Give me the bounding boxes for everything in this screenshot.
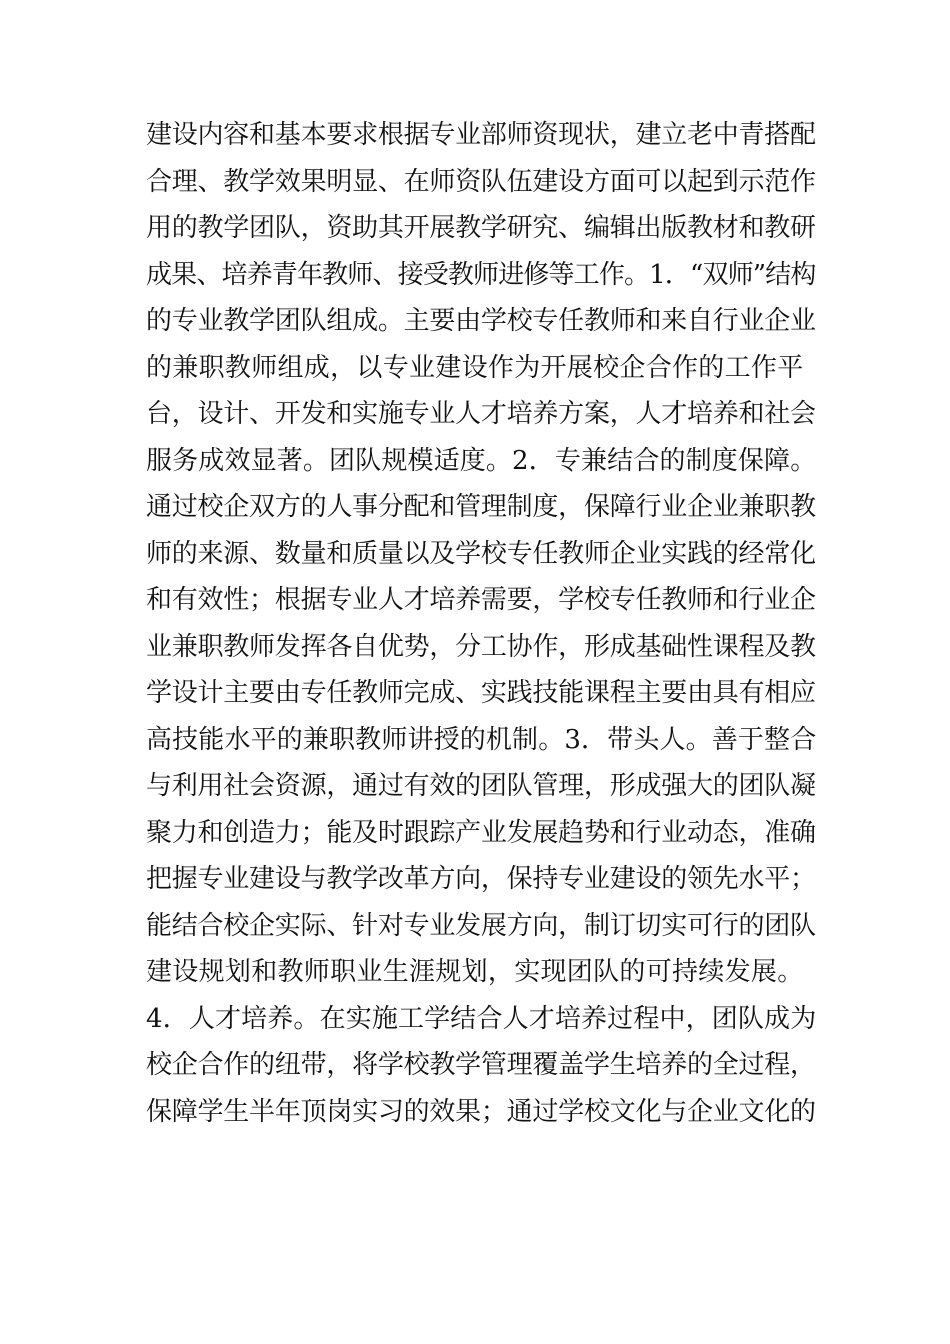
text-line: 与利用社会资源，通过有效的团队管理，形成强大的团队凝	[146, 771, 816, 801]
text-line: 的专业教学团队组成。主要由学校专任教师和来自行业企业	[146, 306, 816, 336]
text-line: 建设规划和教师职业生涯规划，实现团队的可持续发展。	[146, 957, 804, 987]
text-line: 校企合作的纽带，将学校教学管理覆盖学生培养的全过程，	[146, 1050, 816, 1080]
text-line: 成果、培养青年教师、接受教师进修等工作。1．“双师”结构	[146, 259, 816, 290]
text-line: 聚力和创造力；能及时跟踪产业发展趋势和行业动态，准确	[146, 817, 816, 848]
text-line: 能结合校企实际、针对专业发展方向，制订切实可行的团队	[146, 910, 816, 941]
text-line: 保障学生半年顶岗实习的效果；通过学校文化与企业文化的	[146, 1096, 816, 1127]
text-line: 建设内容和基本要求根据专业部师资现状，建立老中青搭配	[146, 120, 816, 150]
text-line: 用的教学团队，资助其开展教学研究、编辑出版教材和教研	[146, 213, 816, 243]
text-line: 台，设计、开发和实施专业人才培养方案，人才培养和社会	[146, 399, 816, 429]
text-line: 的兼职教师组成，以专业建设作为开展校企合作的工作平	[146, 352, 804, 383]
text-line: 合理、教学效果明显、在师资队伍建设方面可以起到示范作	[146, 166, 816, 197]
text-line: 通过校企双方的人事分配和管理制度，保障行业企业兼职教	[146, 492, 816, 522]
text-line: 4．人才培养。在实施工学结合人才培养过程中，团队成为	[146, 1003, 817, 1034]
text-line: 师的来源、数量和质量以及学校专任教师企业实践的经常化	[146, 538, 816, 569]
text-line: 把握专业建设与教学改革方向，保持专业建设的领先水平；	[146, 864, 816, 894]
body-text	[146, 112, 816, 1135]
text-line: 业兼职教师发挥各自优势，分工协作，形成基础性课程及教	[146, 631, 816, 662]
text-line: 学设计主要由专任教师完成、实践技能课程主要由具有相应	[146, 678, 816, 708]
text-line: 和有效性；根据专业人才培养需要，学校专任教师和行业企	[146, 585, 816, 615]
text-line: 服务成效显著。团队规模适度。2．专兼结合的制度保障。	[146, 445, 817, 476]
text-line: 高技能水平的兼职教师讲授的机制。3．带头人。善于整合	[146, 724, 817, 755]
